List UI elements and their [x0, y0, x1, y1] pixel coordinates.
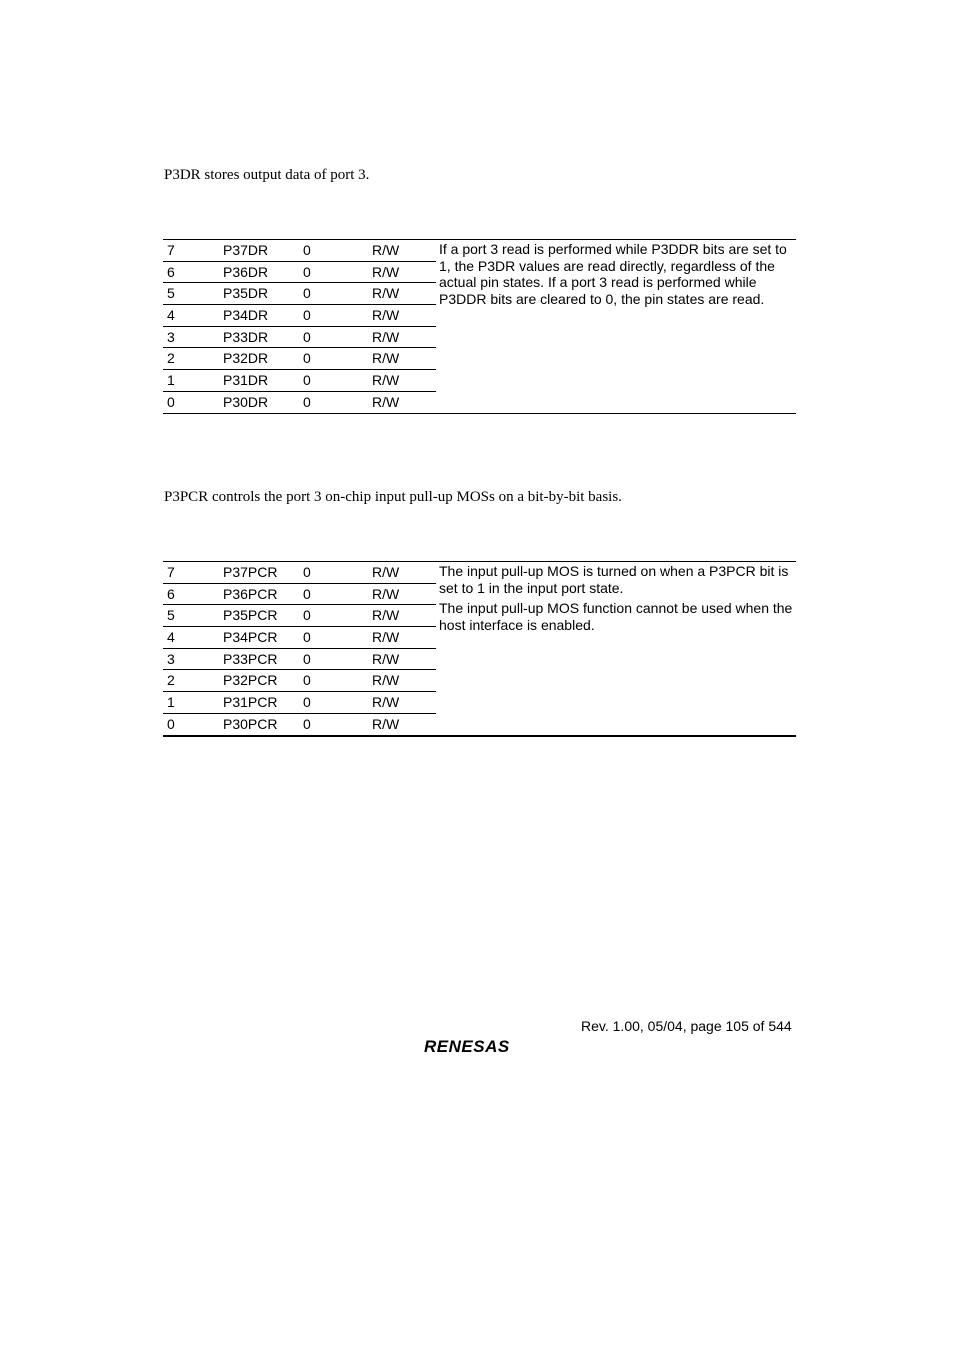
bit-number: 1 — [167, 694, 175, 711]
table-top-rule — [436, 561, 796, 562]
logo-text: RENESAS — [424, 1037, 510, 1056]
p3dr-description — [439, 241, 795, 311]
bit-number: 3 — [167, 650, 175, 667]
register-bit-row — [163, 261, 436, 283]
bit-name: P30DR — [223, 393, 269, 410]
read-write-access: R/W — [372, 393, 400, 410]
initial-value: 0 — [303, 285, 311, 302]
initial-value: 0 — [303, 393, 311, 410]
bit-name: P32PCR — [223, 672, 278, 689]
bit-number: 7 — [167, 564, 175, 580]
p3pcr-register-table — [163, 561, 796, 736]
p3dr-register-table — [163, 239, 796, 414]
register-bit-row — [163, 691, 436, 713]
p3dr-bit-rows — [163, 239, 436, 413]
bit-number: 2 — [167, 672, 175, 689]
read-write-access: R/W — [372, 629, 400, 646]
bit-number: 3 — [167, 328, 175, 345]
bit-name: P31DR — [223, 372, 269, 389]
bit-name: P37PCR — [223, 564, 278, 580]
read-write-access: R/W — [372, 242, 400, 258]
read-write-access: R/W — [372, 285, 400, 302]
bit-number: 6 — [167, 263, 175, 280]
initial-value: 0 — [303, 372, 311, 389]
initial-value: 0 — [303, 307, 311, 324]
register-bit-row — [163, 347, 436, 369]
bit-number: 0 — [167, 715, 175, 732]
description-paragraph: The input pull-up MOS is turned on when a P3PCR bit is set to 1 in the input port state. — [439, 563, 789, 596]
p3pcr-bit-rows — [163, 561, 436, 735]
initial-value: 0 — [303, 350, 311, 367]
p3pcr-description — [439, 563, 795, 637]
bit-name: P36PCR — [223, 585, 278, 602]
read-write-access: R/W — [372, 263, 400, 280]
bit-name: P36DR — [223, 263, 269, 280]
read-write-access: R/W — [372, 564, 400, 580]
bit-number: 7 — [167, 242, 175, 258]
bit-number: 0 — [167, 393, 175, 410]
read-write-access: R/W — [372, 328, 400, 345]
bit-number: 4 — [167, 629, 175, 646]
register-bit-row — [163, 669, 436, 691]
read-write-access: R/W — [372, 607, 400, 624]
bit-name: P33DR — [223, 328, 269, 345]
initial-value: 0 — [303, 694, 311, 711]
register-bit-row — [163, 561, 436, 583]
register-bit-row — [163, 626, 436, 648]
bit-name: P37DR — [223, 242, 269, 258]
initial-value: 0 — [303, 607, 311, 624]
initial-value: 0 — [303, 328, 311, 345]
bit-name: P34PCR — [223, 629, 278, 646]
description-paragraph: The input pull-up MOS function cannot be used when the host interface is enabled. — [439, 600, 793, 633]
read-write-access: R/W — [372, 694, 400, 711]
register-bit-row — [163, 326, 436, 348]
register-bit-row — [163, 648, 436, 670]
register-bit-row — [163, 583, 436, 605]
read-write-access: R/W — [372, 715, 400, 732]
bit-number: 2 — [167, 350, 175, 367]
table-top-rule — [436, 239, 796, 240]
read-write-access: R/W — [372, 585, 400, 602]
register-bit-row — [163, 391, 436, 413]
p3pcr-intro-text: P3PCR controls the port 3 on-chip input pull-up MOSs on a bit-by-bit basis. — [164, 489, 622, 505]
bit-name: P33PCR — [223, 650, 278, 667]
bit-name: P34DR — [223, 307, 269, 324]
bit-number: 6 — [167, 585, 175, 602]
initial-value: 0 — [303, 263, 311, 280]
bit-name: P31PCR — [223, 694, 278, 711]
register-bit-row — [163, 304, 436, 326]
renesas-logo — [422, 1036, 542, 1056]
read-write-access: R/W — [372, 350, 400, 367]
bit-number: 1 — [167, 372, 175, 389]
p3dr-intro-text: P3DR stores output data of port 3. — [164, 167, 370, 183]
page-footer-info: Rev. 1.00, 05/04, page 105 of 544 — [581, 1018, 792, 1034]
read-write-access: R/W — [372, 372, 400, 389]
bit-number: 4 — [167, 307, 175, 324]
initial-value: 0 — [303, 564, 311, 580]
register-bit-row — [163, 713, 436, 735]
table-bottom-rule — [163, 413, 796, 414]
bit-name: P35PCR — [223, 607, 278, 624]
read-write-access: R/W — [372, 307, 400, 324]
bit-name: P32DR — [223, 350, 269, 367]
read-write-access: R/W — [372, 672, 400, 689]
bit-name: P35DR — [223, 285, 269, 302]
initial-value: 0 — [303, 650, 311, 667]
initial-value: 0 — [303, 629, 311, 646]
bit-name: P30PCR — [223, 715, 278, 732]
initial-value: 0 — [303, 585, 311, 602]
register-bit-row — [163, 282, 436, 304]
bit-number: 5 — [167, 285, 175, 302]
bit-number: 5 — [167, 607, 175, 624]
register-bit-row — [163, 604, 436, 626]
register-bit-row — [163, 369, 436, 391]
read-write-access: R/W — [372, 650, 400, 667]
table-bottom-rule — [163, 735, 796, 737]
description-paragraph: If a port 3 read is performed while P3DDR bits are set to 1, the P3DR values are read directly, regardless of the actual pin states. If a port 3 read is performed while P3DDR bits are cleared to 0, the pin states are read. — [439, 241, 787, 307]
initial-value: 0 — [303, 672, 311, 689]
initial-value: 0 — [303, 715, 311, 732]
register-bit-row — [163, 239, 436, 261]
initial-value: 0 — [303, 242, 311, 258]
